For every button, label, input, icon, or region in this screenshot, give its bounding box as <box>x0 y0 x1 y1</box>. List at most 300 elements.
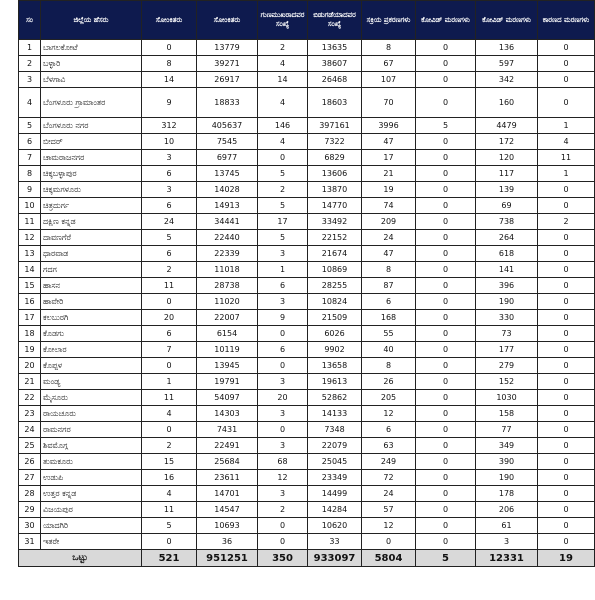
table-header <box>19 1 595 40</box>
value-cell: 0 <box>538 454 595 470</box>
value-cell: 3 <box>258 438 308 454</box>
value-cell: 190 <box>476 470 538 486</box>
value-cell: 38607 <box>308 56 362 72</box>
value-cell: 14547 <box>197 502 258 518</box>
table-row <box>19 422 595 438</box>
value-cell: 0 <box>416 56 476 72</box>
value-cell: 72 <box>362 470 416 486</box>
value-cell: 0 <box>416 262 476 278</box>
value-cell: 0 <box>362 534 416 550</box>
row-number: 31 <box>19 534 41 550</box>
value-cell: 74 <box>362 198 416 214</box>
value-cell: 4 <box>258 56 308 72</box>
value-cell: 5 <box>258 198 308 214</box>
value-cell: 22152 <box>308 230 362 246</box>
value-cell: 70 <box>362 88 416 118</box>
value-cell: 61 <box>476 518 538 534</box>
value-cell: 168 <box>362 310 416 326</box>
row-number: 6 <box>19 134 41 150</box>
table-row <box>19 246 595 262</box>
table-row <box>19 56 595 72</box>
value-cell: 1 <box>142 374 197 390</box>
value-cell: 7431 <box>197 422 258 438</box>
value-cell: 11 <box>538 150 595 166</box>
value-cell: 11020 <box>197 294 258 310</box>
district-name: ಶಿವಮೊಗ್ಗ <box>41 438 142 454</box>
value-cell: 172 <box>476 134 538 150</box>
row-number: 22 <box>19 390 41 406</box>
total-label: ಒಟ್ಟು <box>19 550 142 567</box>
value-cell: 15 <box>142 454 197 470</box>
value-cell: 0 <box>416 198 476 214</box>
value-cell: 2 <box>258 182 308 198</box>
value-cell: 0 <box>538 534 595 550</box>
district-name: ಮಂಡ್ಯ <box>41 374 142 390</box>
header-cell: ಕೋವಿಡ್ ಮರಣಗಳು <box>476 1 538 40</box>
value-cell: 7545 <box>197 134 258 150</box>
value-cell: 7 <box>142 342 197 358</box>
table-row <box>19 166 595 182</box>
value-cell: 249 <box>362 454 416 470</box>
header-cell: ಸಂ <box>19 1 41 40</box>
value-cell: 14 <box>142 72 197 88</box>
district-name: ಉತ್ತರ ಕನ್ನಡ <box>41 486 142 502</box>
table-row <box>19 406 595 422</box>
value-cell: 19 <box>362 182 416 198</box>
value-cell: 0 <box>416 422 476 438</box>
value-cell: 11018 <box>197 262 258 278</box>
district-name: ಬೆಂಗಳೂರು ನಗರ <box>41 118 142 134</box>
value-cell: 0 <box>258 422 308 438</box>
value-cell: 5 <box>416 118 476 134</box>
value-cell: 12 <box>362 406 416 422</box>
row-number: 17 <box>19 310 41 326</box>
value-cell: 13745 <box>197 166 258 182</box>
district-name: ಚಿತ್ರದುರ್ಗ <box>41 198 142 214</box>
value-cell: 397161 <box>308 118 362 134</box>
value-cell: 5 <box>142 230 197 246</box>
value-cell: 5 <box>258 230 308 246</box>
value-cell: 0 <box>416 278 476 294</box>
row-number: 25 <box>19 438 41 454</box>
row-number: 23 <box>19 406 41 422</box>
value-cell: 0 <box>538 518 595 534</box>
value-cell: 87 <box>362 278 416 294</box>
value-cell: 7322 <box>308 134 362 150</box>
value-cell: 63 <box>362 438 416 454</box>
value-cell: 0 <box>538 406 595 422</box>
value-cell: 10869 <box>308 262 362 278</box>
district-name: ಬೆಳಗಾವಿ <box>41 72 142 88</box>
value-cell: 22079 <box>308 438 362 454</box>
row-number: 30 <box>19 518 41 534</box>
district-name: ಕೋಲಾರ <box>41 342 142 358</box>
value-cell: 55 <box>362 326 416 342</box>
value-cell: 3996 <box>362 118 416 134</box>
value-cell: 14499 <box>308 486 362 502</box>
value-cell: 0 <box>416 40 476 56</box>
row-number: 18 <box>19 326 41 342</box>
value-cell: 117 <box>476 166 538 182</box>
table-row <box>19 88 595 118</box>
value-cell: 36 <box>197 534 258 550</box>
value-cell: 4 <box>142 406 197 422</box>
row-number: 19 <box>19 342 41 358</box>
value-cell: 14284 <box>308 502 362 518</box>
value-cell: 0 <box>416 406 476 422</box>
value-cell: 39271 <box>197 56 258 72</box>
value-cell: 4 <box>258 88 308 118</box>
row-number: 7 <box>19 150 41 166</box>
table-row <box>19 502 595 518</box>
value-cell: 16 <box>142 470 197 486</box>
value-cell: 6 <box>258 278 308 294</box>
header-cell: ಗುಣಮುಖರಾದವರ ಸಂಖ್ಯೆ <box>258 1 308 40</box>
value-cell: 68 <box>258 454 308 470</box>
value-cell: 0 <box>142 534 197 550</box>
header-cell: ಸೋಂಕಿತರು <box>142 1 197 40</box>
value-cell: 52862 <box>308 390 362 406</box>
total-cell: 12331 <box>476 550 538 567</box>
covid-district-table <box>18 0 590 567</box>
total-cell: 951251 <box>197 550 258 567</box>
value-cell: 0 <box>416 72 476 88</box>
value-cell: 178 <box>476 486 538 502</box>
total-cell: 5 <box>416 550 476 567</box>
value-cell: 0 <box>416 166 476 182</box>
value-cell: 2 <box>142 262 197 278</box>
value-cell: 9 <box>258 310 308 326</box>
value-cell: 69 <box>476 198 538 214</box>
value-cell: 1 <box>258 262 308 278</box>
total-cell: 350 <box>258 550 308 567</box>
value-cell: 206 <box>476 502 538 518</box>
value-cell: 597 <box>476 56 538 72</box>
district-name: ದಾವಣಗೆರೆ <box>41 230 142 246</box>
value-cell: 33 <box>308 534 362 550</box>
value-cell: 21509 <box>308 310 362 326</box>
value-cell: 3 <box>142 182 197 198</box>
value-cell: 11 <box>142 502 197 518</box>
value-cell: 11 <box>142 278 197 294</box>
value-cell: 26 <box>362 374 416 390</box>
value-cell: 0 <box>416 358 476 374</box>
value-cell: 0 <box>142 294 197 310</box>
district-name: ಕೊಪ್ಪಳ <box>41 358 142 374</box>
value-cell: 0 <box>538 502 595 518</box>
value-cell: 22007 <box>197 310 258 326</box>
value-cell: 190 <box>476 294 538 310</box>
value-cell: 4 <box>538 134 595 150</box>
value-cell: 23349 <box>308 470 362 486</box>
value-cell: 0 <box>538 422 595 438</box>
row-number: 20 <box>19 358 41 374</box>
value-cell: 1030 <box>476 390 538 406</box>
value-cell: 139 <box>476 182 538 198</box>
value-cell: 0 <box>416 374 476 390</box>
table-row <box>19 438 595 454</box>
value-cell: 107 <box>362 72 416 88</box>
value-cell: 19613 <box>308 374 362 390</box>
total-cell: 521 <box>142 550 197 567</box>
value-cell: 0 <box>416 214 476 230</box>
value-cell: 1 <box>538 118 595 134</box>
value-cell: 13779 <box>197 40 258 56</box>
district-name: ತುಮಕೂರು <box>41 454 142 470</box>
value-cell: 54097 <box>197 390 258 406</box>
value-cell: 3 <box>258 374 308 390</box>
row-number: 29 <box>19 502 41 518</box>
value-cell: 0 <box>416 150 476 166</box>
district-name: ಬೆಂಗಳೂರು ಗ್ರಾಮಾಂತರ <box>41 88 142 118</box>
table-row <box>19 470 595 486</box>
value-cell: 28255 <box>308 278 362 294</box>
header-cell: ಜಿಲ್ಲೆಯ ಹೆಸರು <box>41 1 142 40</box>
value-cell: 160 <box>476 88 538 118</box>
value-cell: 10824 <box>308 294 362 310</box>
table-row <box>19 150 595 166</box>
value-cell: 17 <box>258 214 308 230</box>
value-cell: 6829 <box>308 150 362 166</box>
total-cell: 933097 <box>308 550 362 567</box>
value-cell: 23611 <box>197 470 258 486</box>
value-cell: 3 <box>476 534 538 550</box>
row-number: 11 <box>19 214 41 230</box>
district-name: ಬೀದರ್ <box>41 134 142 150</box>
district-name: ಮೈಸೂರು <box>41 390 142 406</box>
value-cell: 47 <box>362 246 416 262</box>
total-cell: 5804 <box>362 550 416 567</box>
district-name: ಉಡುಪಿ <box>41 470 142 486</box>
value-cell: 3 <box>258 246 308 262</box>
value-cell: 0 <box>538 342 595 358</box>
value-cell: 6154 <box>197 326 258 342</box>
row-number: 2 <box>19 56 41 72</box>
table-row <box>19 262 595 278</box>
row-number: 12 <box>19 230 41 246</box>
value-cell: 9902 <box>308 342 362 358</box>
value-cell: 67 <box>362 56 416 72</box>
value-cell: 120 <box>476 150 538 166</box>
value-cell: 0 <box>258 150 308 166</box>
table-row <box>19 390 595 406</box>
table-row <box>19 342 595 358</box>
value-cell: 0 <box>538 486 595 502</box>
district-name: ಚಾಮರಾಜನಗರ <box>41 150 142 166</box>
value-cell: 0 <box>538 310 595 326</box>
value-cell: 0 <box>416 502 476 518</box>
value-cell: 3 <box>142 150 197 166</box>
row-number: 26 <box>19 454 41 470</box>
value-cell: 26917 <box>197 72 258 88</box>
value-cell: 0 <box>416 230 476 246</box>
table-row <box>19 374 595 390</box>
value-cell: 57 <box>362 502 416 518</box>
value-cell: 146 <box>258 118 308 134</box>
value-cell: 0 <box>416 454 476 470</box>
value-cell: 13635 <box>308 40 362 56</box>
row-number: 5 <box>19 118 41 134</box>
value-cell: 73 <box>476 326 538 342</box>
value-cell: 77 <box>476 422 538 438</box>
value-cell: 6977 <box>197 150 258 166</box>
value-cell: 312 <box>142 118 197 134</box>
value-cell: 177 <box>476 342 538 358</box>
row-number: 24 <box>19 422 41 438</box>
row-number: 8 <box>19 166 41 182</box>
table-footer <box>19 550 595 567</box>
table-row <box>19 118 595 134</box>
value-cell: 2 <box>142 438 197 454</box>
value-cell: 9 <box>142 88 197 118</box>
table-row <box>19 486 595 502</box>
value-cell: 26468 <box>308 72 362 88</box>
district-name: ರಾಮನಗರ <box>41 422 142 438</box>
value-cell: 2 <box>258 502 308 518</box>
district-name: ಗದಗ <box>41 262 142 278</box>
value-cell: 209 <box>362 214 416 230</box>
row-number: 15 <box>19 278 41 294</box>
value-cell: 24 <box>362 230 416 246</box>
value-cell: 618 <box>476 246 538 262</box>
value-cell: 0 <box>416 534 476 550</box>
value-cell: 0 <box>538 88 595 118</box>
table-row <box>19 454 595 470</box>
total-cell: 19 <box>538 550 595 567</box>
value-cell: 8 <box>142 56 197 72</box>
value-cell: 0 <box>416 294 476 310</box>
value-cell: 0 <box>538 470 595 486</box>
value-cell: 10 <box>142 134 197 150</box>
value-cell: 158 <box>476 406 538 422</box>
district-name: ಹಾಸನ <box>41 278 142 294</box>
table-row <box>19 326 595 342</box>
table-body <box>19 40 595 550</box>
value-cell: 7348 <box>308 422 362 438</box>
row-number: 21 <box>19 374 41 390</box>
value-cell: 0 <box>538 438 595 454</box>
table-row <box>19 310 595 326</box>
row-number: 14 <box>19 262 41 278</box>
value-cell: 33492 <box>308 214 362 230</box>
value-cell: 17 <box>362 150 416 166</box>
value-cell: 0 <box>258 518 308 534</box>
district-name: ಕಲಬುರಗಿ <box>41 310 142 326</box>
value-cell: 0 <box>416 326 476 342</box>
value-cell: 330 <box>476 310 538 326</box>
district-name: ರಾಯಚೂರು <box>41 406 142 422</box>
header-cell: ಸೋಂಕಿತರು <box>197 1 258 40</box>
value-cell: 14 <box>258 72 308 88</box>
value-cell: 6 <box>362 422 416 438</box>
value-cell: 0 <box>142 40 197 56</box>
table-row <box>19 72 595 88</box>
value-cell: 11 <box>142 390 197 406</box>
value-cell: 349 <box>476 438 538 454</box>
district-name: ಇತರೇ <box>41 534 142 550</box>
district-name: ಕೊಡಗು <box>41 326 142 342</box>
district-name: ವಿಜಯಪುರ <box>41 502 142 518</box>
value-cell: 8 <box>362 40 416 56</box>
header-cell: ಕಾರಣದ ಮರಣಗಳು <box>538 1 595 40</box>
district-name: ದಕ್ಷಿಣ ಕನ್ನಡ <box>41 214 142 230</box>
value-cell: 0 <box>258 358 308 374</box>
value-cell: 0 <box>538 246 595 262</box>
value-cell: 6 <box>142 246 197 262</box>
value-cell: 47 <box>362 134 416 150</box>
value-cell: 0 <box>416 310 476 326</box>
value-cell: 21 <box>362 166 416 182</box>
value-cell: 2 <box>258 40 308 56</box>
value-cell: 0 <box>538 182 595 198</box>
table-row <box>19 278 595 294</box>
value-cell: 14701 <box>197 486 258 502</box>
value-cell: 12 <box>362 518 416 534</box>
value-cell: 0 <box>538 390 595 406</box>
value-cell: 1 <box>538 166 595 182</box>
value-cell: 0 <box>538 358 595 374</box>
row-number: 16 <box>19 294 41 310</box>
value-cell: 0 <box>258 326 308 342</box>
value-cell: 22440 <box>197 230 258 246</box>
district-name: ಯಾದಗಿರಿ <box>41 518 142 534</box>
value-cell: 22491 <box>197 438 258 454</box>
table-row <box>19 182 595 198</box>
district-name: ಚಿಕ್ಕಬಳ್ಳಾಪುರ <box>41 166 142 182</box>
value-cell: 738 <box>476 214 538 230</box>
value-cell: 20 <box>142 310 197 326</box>
value-cell: 6 <box>362 294 416 310</box>
district-name: ಹಾವೇರಿ <box>41 294 142 310</box>
value-cell: 8 <box>362 358 416 374</box>
header-cell: ಬಿಡುಗಡೆಯಾದವರ ಸಂಖ್ಯೆ <box>308 1 362 40</box>
header-cell: ಸಕ್ರಿಯ ಪ್ರಕರಣಗಳು <box>362 1 416 40</box>
row-number: 3 <box>19 72 41 88</box>
total-row <box>19 550 595 567</box>
value-cell: 5 <box>258 166 308 182</box>
value-cell: 0 <box>538 72 595 88</box>
value-cell: 24 <box>362 486 416 502</box>
district-name: ಬಾಗಲಕೋಟೆ <box>41 40 142 56</box>
value-cell: 22339 <box>197 246 258 262</box>
district-name: ಬಳ್ಳಾರಿ <box>41 56 142 72</box>
value-cell: 14303 <box>197 406 258 422</box>
value-cell: 25045 <box>308 454 362 470</box>
table-row <box>19 198 595 214</box>
value-cell: 0 <box>258 534 308 550</box>
row-number: 1 <box>19 40 41 56</box>
value-cell: 13606 <box>308 166 362 182</box>
value-cell: 0 <box>416 134 476 150</box>
value-cell: 20 <box>258 390 308 406</box>
value-cell: 0 <box>538 230 595 246</box>
value-cell: 14028 <box>197 182 258 198</box>
value-cell: 0 <box>538 262 595 278</box>
value-cell: 2 <box>538 214 595 230</box>
value-cell: 18833 <box>197 88 258 118</box>
value-cell: 3 <box>258 294 308 310</box>
district-name: ಧಾರವಾಡ <box>41 246 142 262</box>
value-cell: 12 <box>258 470 308 486</box>
value-cell: 396 <box>476 278 538 294</box>
row-number: 10 <box>19 198 41 214</box>
value-cell: 0 <box>416 438 476 454</box>
value-cell: 0 <box>142 422 197 438</box>
table-row <box>19 294 595 310</box>
value-cell: 21674 <box>308 246 362 262</box>
value-cell: 10693 <box>197 518 258 534</box>
value-cell: 18603 <box>308 88 362 118</box>
